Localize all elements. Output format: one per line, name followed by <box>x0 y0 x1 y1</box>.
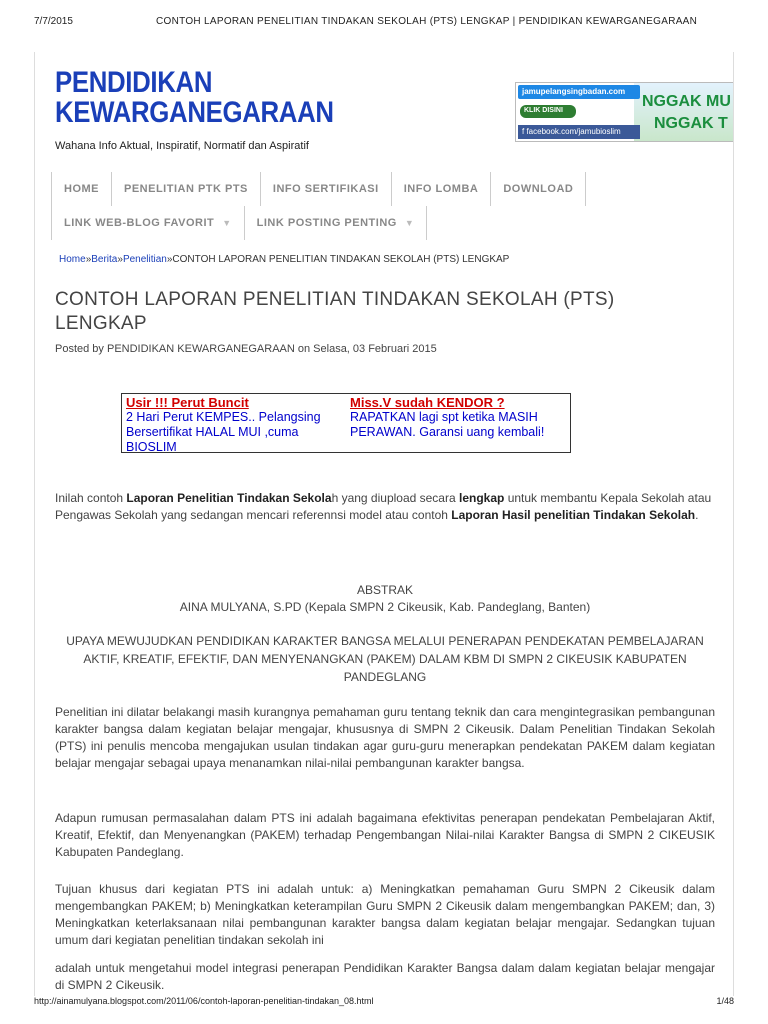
intro-bold: lengkap <box>459 491 505 505</box>
ad-headline-2: NGGAK T <box>654 115 728 132</box>
print-date: 7/7/2015 <box>34 16 73 27</box>
nav-item-sertifikasi[interactable]: INFO SERTIFIKASI <box>260 172 391 206</box>
abstract-paragraph-3: Tujuan khusus dari kegiatan PTS ini adalah untuk: a) Meningkatkan pemahaman Guru SMPN 2 Cikeusik dalam mengembangkan PAKEM; b) Meningkatkan keterampilan Guru SMPN 2 Cikeusik dalam mengembangkan PAKEM; dan, 3) Meningkatkan keterlaksanaan nilai pembangunan karakter bangsa dalam kegiatan belajar mengajar. Sedangkan tujuan umum dari kegiatan penelitian tindakan sekolah ini <box>55 882 715 947</box>
nav-item-link-web-blog-label: LINK WEB-BLOG FAVORIT <box>64 217 215 229</box>
site-title-line2: KEWARGANEGARAAN <box>55 96 334 129</box>
abstract-paragraph-1: Penelitian ini dilatar belakangi masih kurangnya pemahaman guru tentang teknik dan cara mengintegrasikan pembangunan karakter bangsa dalam kegiatan belajar mengajar, khususnya di SMPN 2 Cikeusik. Dalam Penelitian Tindakan Sekolah (PTS) ini penulis mencoba mengajukan usulan tindakan agar guru-guru menerapkan pendekatan PAKEM dalam kegiatan belajar mengajar sebagai upaya menanamkan nilai-nilai pembangunan karakter bangsa. <box>55 705 715 770</box>
header-ad-banner[interactable] <box>515 82 734 142</box>
chevron-down-icon: ▼ <box>404 218 415 228</box>
site-tagline: Wahana Info Aktual, Inspiratif, Normatif dan Aspiratif <box>55 140 309 152</box>
inline-ad-2[interactable] <box>346 394 570 452</box>
breadcrumb-berita[interactable]: Berita <box>91 254 118 265</box>
nav-item-link-posting-label: LINK POSTING PENTING <box>256 217 397 229</box>
inline-ad-box <box>121 393 571 453</box>
inline-ad-1-desc[interactable]: 2 Hari Perut KEMPES.. Pelangsing Bersertifikat HALAL MUI ,cuma BIOSLIM <box>126 410 321 454</box>
chevron-down-icon: ▼ <box>222 218 232 228</box>
print-header <box>34 16 734 30</box>
breadcrumb-sep: » <box>117 254 123 265</box>
abstract-paragraph-4: adalah untuk mengetahui model integrasi penerapan Pendidikan Karakter Bangsa dalam dalam kegiatan belajar mengajar di SMPN 2 Cikeusik. <box>55 961 715 992</box>
ad-headline-1: NGGAK MU <box>642 93 731 110</box>
abstract-paragraph-2: Adapun rumusan permasalahan dalam PTS ini adalah bagaimana efektivitas penerapan pendekatan Pembelajaran Aktif, Kreatif, Efektif, dan Menyenangkan (PAKEM) terhadap Pengembangan Nilai-nilai Karakter Bangsa di SMPN 2 CIKEUSIK Kabupaten Pandeglang. <box>55 811 715 859</box>
abstract-heading: ABSTRAK <box>356 583 413 597</box>
intro-text: h yang diupload secara <box>331 491 459 505</box>
inline-ad-1[interactable] <box>122 394 346 452</box>
inline-ad-2-title[interactable]: Miss.V sudah KENDOR ? <box>350 395 505 410</box>
site-title[interactable] <box>55 68 334 128</box>
facebook-icon: f <box>522 127 527 136</box>
ad-facebook <box>518 125 640 139</box>
post-meta: Posted by PENDIDIKAN KEWARGANEGARAAN on Selasa, 03 Februari 2015 <box>55 343 437 355</box>
nav-row-1 <box>51 172 734 206</box>
breadcrumb-home[interactable]: Home <box>59 254 86 265</box>
post-title: CONTOH LAPORAN PENELITIAN TINDAKAN SEKOLAH (PTS) LENGKAP <box>55 289 615 334</box>
nav-item-link-web-blog[interactable] <box>51 206 244 240</box>
ad-cta-button[interactable]: KLIK DISINI <box>520 105 576 118</box>
print-footer <box>34 996 734 1010</box>
print-url: http://ainamulyana.blogspot.com/2011/06/contoh-laporan-penelitian-tindakan_08.html <box>34 996 374 1006</box>
nav-item-download-label: DOWNLOAD <box>503 183 574 195</box>
ad-url: jamupelangsingbadan.com <box>518 85 640 99</box>
print-page-number: 1/48 <box>716 996 734 1006</box>
nav-item-download[interactable] <box>490 172 586 206</box>
ad-background <box>634 83 734 142</box>
nav-item-penelitian[interactable]: PENELITIAN PTK PTS <box>111 172 260 206</box>
main-nav <box>51 172 734 240</box>
inline-ad-1-title[interactable]: Usir !!! Perut Buncit <box>126 395 249 410</box>
ad-facebook-text: facebook.com/jamubioslim <box>526 127 621 136</box>
intro-bold: Laporan Hasil penelitian Tindakan Sekolah <box>451 508 696 522</box>
nav-item-lomba[interactable]: INFO LOMBA <box>391 172 491 206</box>
nav-row-2 <box>51 206 734 240</box>
breadcrumb-current: CONTOH LAPORAN PENELITIAN TINDAKAN SEKOLAH (PTS) LENGKAP <box>172 254 510 265</box>
intro-text: Inilah contoh <box>55 491 127 505</box>
intro-text: untuk membantu Kepala Sekolah atau Pengawas Sekolah yang sedangan mencari referennsi model atau contoh <box>55 491 712 522</box>
breadcrumb-sep: » <box>85 254 92 265</box>
intro-text: . <box>695 508 699 522</box>
breadcrumb <box>59 254 509 265</box>
blog-page <box>34 52 734 996</box>
breadcrumb-sep: » <box>166 254 173 265</box>
abstract-title: UPAYA MEWUJUDKAN PENDIDIKAN KARAKTER BANGSA MELALUI PENERAPAN PENDEKATAN PEMBELAJARAN AKTIF, KREATIF, EFEKTIF, DAN MENYENANGKAN (PAKEM) DALAM KBM DI SMPN 2 CIKEUSIK KABUPATEN PANDEGLANG <box>66 634 704 684</box>
nav-item-home[interactable]: HOME <box>51 172 111 206</box>
inline-ad-2-desc[interactable]: RAPATKAN lagi spt ketika MASIH PERAWAN. Garansi uang kembali! <box>350 410 545 439</box>
nav-item-link-posting[interactable] <box>244 206 428 240</box>
breadcrumb-penelitian[interactable]: Penelitian <box>122 254 167 265</box>
intro-bold: Laporan Penelitian Tindakan Sekola <box>126 491 332 505</box>
intro-paragraph <box>55 490 715 524</box>
abstract-author: AINA MULYANA, S.PD (Kepala SMPN 2 Cikeusik, Kab. Pandeglang, Banten) <box>179 600 591 614</box>
print-title: CONTOH LAPORAN PENELITIAN TINDAKAN SEKOLAH (PTS) LENGKAP | PENDIDIKAN KEWARGANEGARAAN <box>156 16 698 27</box>
site-title-line1: PENDIDIKAN <box>55 66 213 99</box>
